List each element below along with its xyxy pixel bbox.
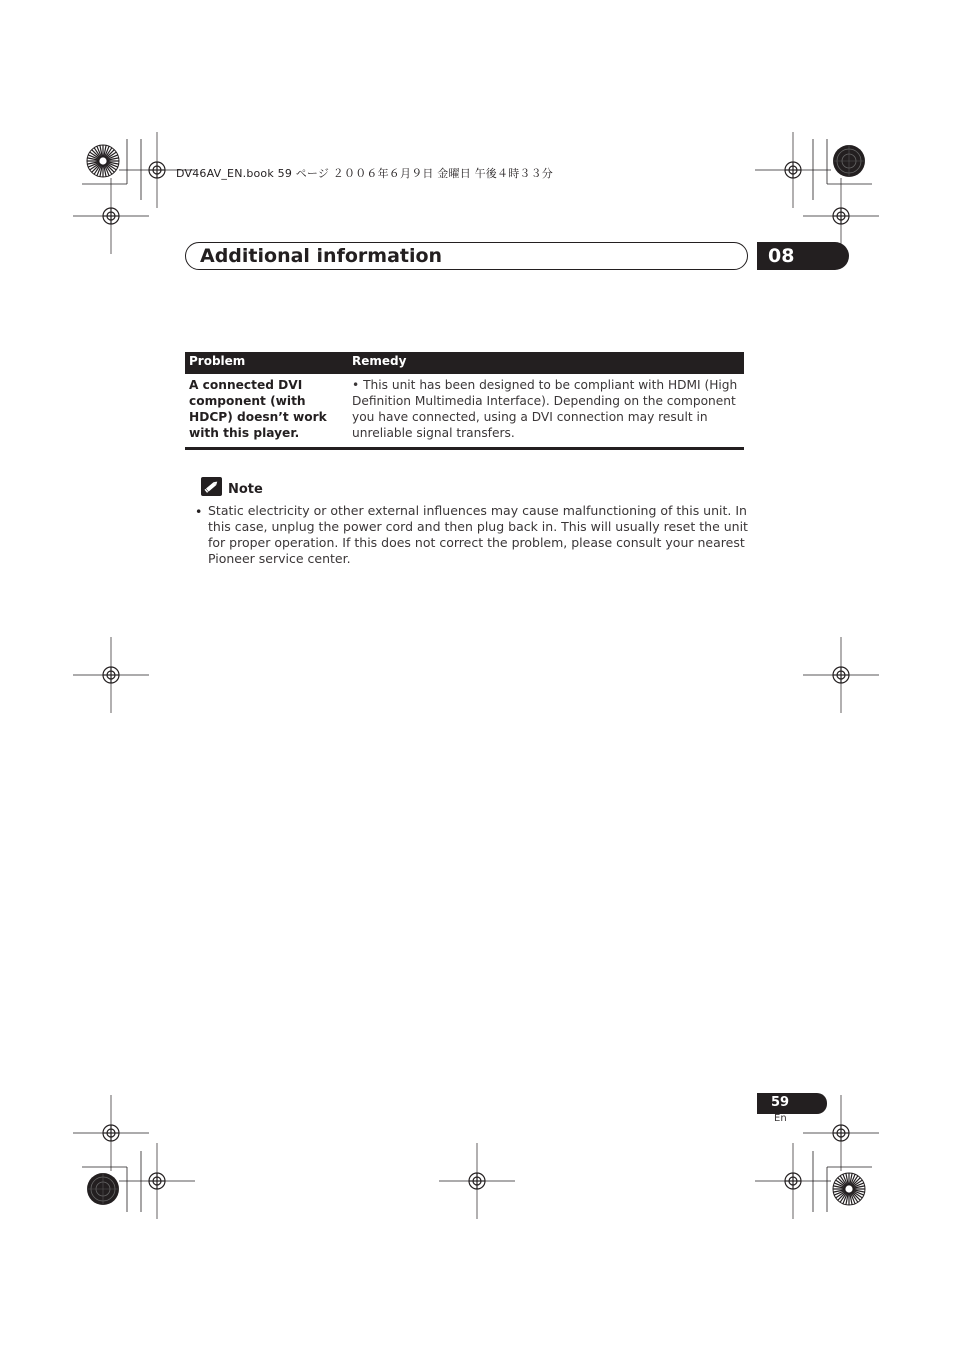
page-language: En [774, 1113, 787, 1124]
section-title: Additional information [200, 245, 443, 267]
bullet-icon: • [195, 504, 203, 519]
table-cell-remedy: • This unit has been designed to be compliant with HDMI (High Definition Multimedia Interface). Depending on the component you have connected, using a DVI connection may result in unreliable signal transfers. [352, 378, 738, 440]
note-item: Static electricity or other external influences may cause malfunctioning of this unit. In this case, unplug the power cord and then plug back in. This will usually reset the unit for proper operation. If this does not correct the problem, please consult your nearest Pioneer service center. [208, 503, 748, 566]
table-bottom-rule [185, 447, 744, 450]
note-heading: Note [228, 482, 263, 497]
page-number: 59 [771, 1095, 790, 1110]
page-number-tab [757, 1093, 827, 1114]
file-info-header: DV46AV_EN.book 59 ページ ２００６年６月９日 金曜日 午後４時３３分 [176, 167, 553, 180]
table-header [185, 352, 744, 374]
table-cell-problem: A connected DVI component (with HDCP) doesn’t work with this player. [189, 378, 327, 440]
pencil-icon [201, 477, 222, 496]
column-header-remedy: Remedy [352, 354, 407, 368]
column-header-problem: Problem [189, 354, 246, 368]
chapter-number: 08 [768, 245, 795, 267]
